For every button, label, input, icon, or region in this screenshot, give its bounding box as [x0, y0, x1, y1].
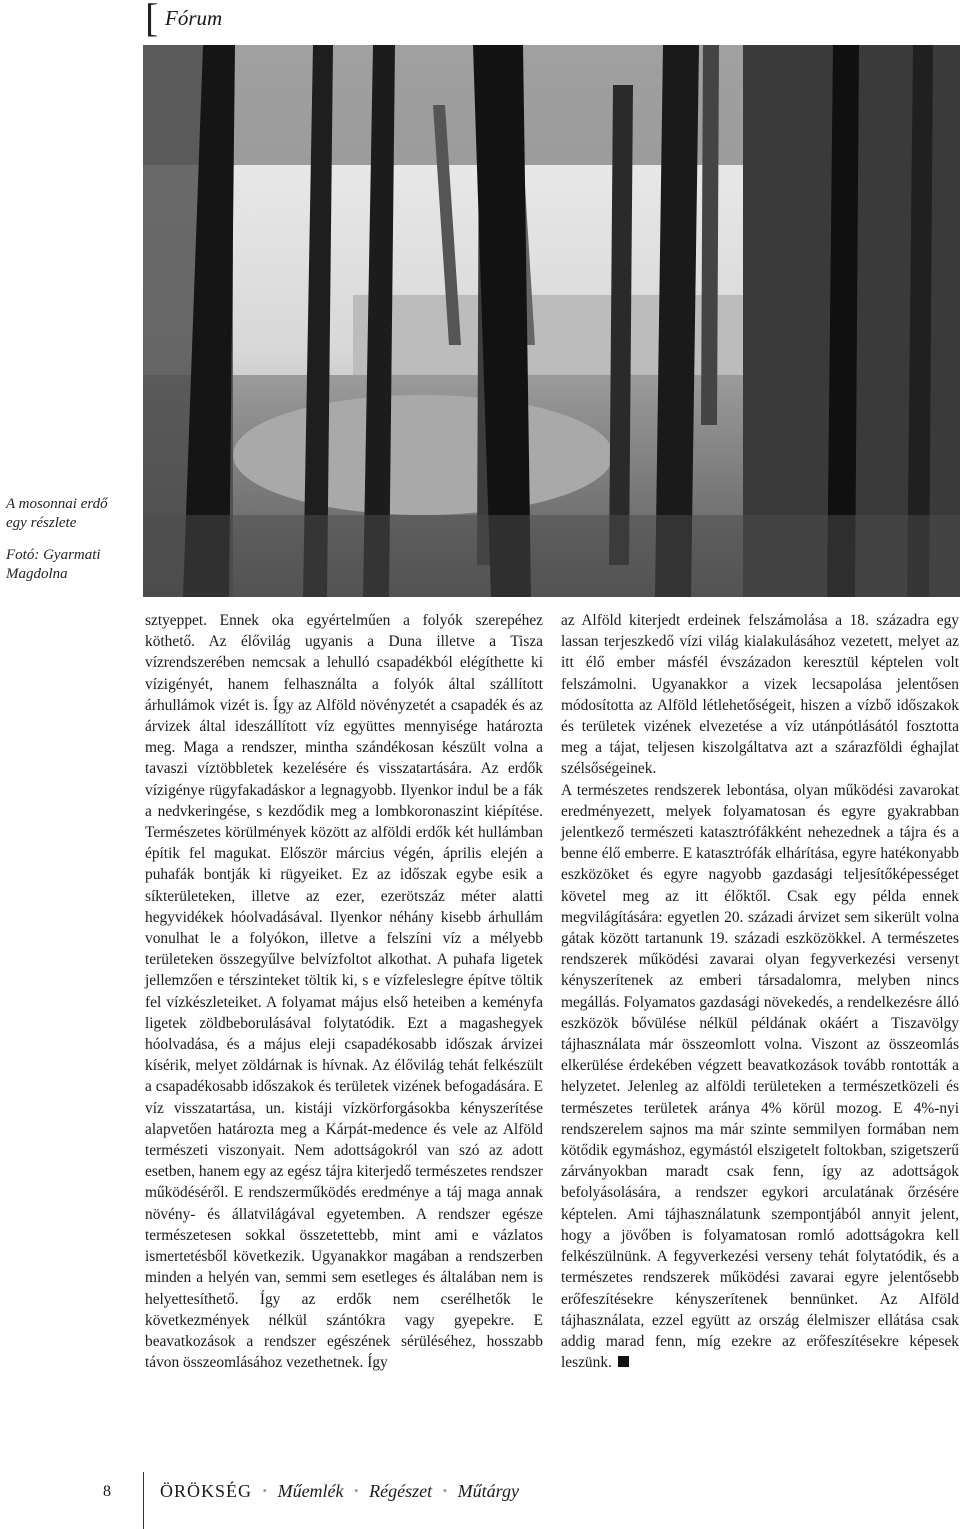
- footer-separator: •: [354, 1483, 359, 1498]
- article-column-left: [145, 610, 543, 1373]
- article-paragraph-final: [561, 780, 959, 1374]
- section-title: Fórum: [165, 6, 223, 30]
- header-bracket: [: [145, 0, 159, 40]
- article-column-right: [561, 610, 959, 1373]
- photo-caption: [6, 495, 116, 597]
- footer-separator: •: [262, 1483, 268, 1498]
- footer-line: [160, 1481, 519, 1502]
- article-paragraph-text: A természetes rendszerek lebontása, olyan működési zavarokat eredményezett, melyek folyamatosan és egyre gyakrabban jelentkező természeti katasztrófákként nehezednek a tájra és a benne élő emberre. E katasztrófák elhárítása, egyre hatékonyabb eszközöket és egyre nagyobb gazdasági teljesítőképességet követel meg az itt élőktől. Csak egy példa ennek megvilágítására: egyetlen 20. századi árvizet sem sikerült volna gátak között tartanunk 19. századi eszközökkel. A természetes rendszerek működési zavarai olyan fegyverkezési versenyt kényszerítenek az emberi társadalomra, melyben nincs megállás. Folyamatos gazdasági növekedés, a rendelkezésre álló eszközök bővülése nélkül példának okáért a Tiszavölgy tájhasználata már összeomlott volna. Viszont az összeomlás elkerülése érdekében végzett beavatkozások tovább rontották a helyzetet. Jelenleg az alföldi területeken a természetközeli és természetes területek aránya 4% körül mozog. E 4%-nyi rendszerelem sajnos ma már szinte semmilyen formában nem kötődik egymáshoz, egymástól elszigetelt foltokban, szigetszerű zárványokban maradt csak fenn, így az adottságok befolyásolására, a rendszer egykori arculatának őrzésére képtelen. Ami tájhasználatunk szempontjából annyit jelent, hogy a jövőben is folyamatosan romló adottságokra kell felkészülnünk. A fegyverkezési verseny tehát folytatódik, és a természetes rendszerek működési zavarai egyre jelentősebb erőfeszítésekre kényszerítenek bennünket. Az Alföld tájhasználata, ezzel együtt az ország élelmiszer ellátása csak addig marad fenn, míg ezekre az erőfeszítésekre képesek leszünk.: [561, 781, 959, 1372]
- footer-section: ÖRÖKSÉG: [160, 1481, 253, 1501]
- footer-rule: [143, 1472, 144, 1529]
- caption-credit: Fotó: Gyarmati Magdolna: [6, 547, 101, 582]
- footer-item-regeszet: Régészet: [369, 1481, 433, 1501]
- forest-photo-drawing: [143, 45, 960, 597]
- footer-item-muemlek: Műemlék: [277, 1481, 344, 1501]
- footer-item-mutargy: Műtárgy: [457, 1481, 519, 1501]
- end-of-article-mark: [618, 1356, 629, 1367]
- footer-separator: •: [442, 1483, 448, 1498]
- caption-description: A mosonnai erdő egy részlete: [6, 496, 108, 531]
- article-paragraph: az Alföld kiterjedt erdeinek felszámolása a 18. századra egy lassan terjeszkedő vízi világ kialakulásához vezetett, melyet az itt élő ember másfél évszázadon keresztül képtelen volt felszámolni. Ugyanakkor a vizek lecsapolása jelentősen módosította az Alföld létlehetőségeit, hiszen a vízbő időszakok és területek vizének elvezetése a víz utánpótlásától fosztotta meg a tájat, teljesen kiszolgáltatva azt a szárazföldi éghajlat szélsőségeinek.: [561, 612, 959, 778]
- page-number: 8: [103, 1483, 111, 1500]
- forest-photo: [143, 45, 960, 597]
- article-paragraph: sztyeppet. Ennek oka egyértelműen a folyók szerepéhez köthető. Az élővilág ugyanis a Duna illetve a Tisza vízrendszerében nemcsak a lehulló csapadékból elégíthette ki vízigényét, hanem felhasználta a folyók által szállított árhullámok vizét is. Így az Alföld növényzetét a csapadék és az árvizek által ideszállított víz együttes mennyisége határozta meg. Maga a rendszer, mintha szándékosan készült volna a tavaszi víztöbbletek kezelésére és visszatartására. Az erdők vízigénye rügyfakadáskor a legnagyobb. Ilyenkor indul be a fák a nedvkeringése, s kezdődik meg a lombkoronaszint kiépítése. Természetes körülmények között az alföldi erdők két hullámban építik fel magukat. Először március végén, április elején a puhafák bontják ki rügyeiket. Ez az időszak egybe esik a síkterületeken, illetve az ezer, ezerötszáz méter alatti hegyvidékek hóolvadásával. Ilyenkor néhány kisebb árhullám vonulhat le a folyókon, illetve a felszíni víz a mélyebb területeken összegyűlve belvízfoltot alkothat. A puhafa ligetek jellemzően e térszinteket töltik ki, s e vízfeleslegre építve töltik fel vízkészleteiket. A folyamat május első heteiben a keményfa ligetek zöldbeborulásával folytatódik. Ezt a magashegyek hóolvadása, és a május eleji csapadékosabb időszak árvizei kísérik, melyet zöldárnak is hívnak. Az élővilág tehát felkészült a csapadékosabb időszakok és területek vizének befogadására. E víz visszatartása, un. kistáji vízkörforgásokba kényszerítése alapvetően határozta meg a Kárpát-medence és vele az Alföld természeti viszonyait. Nem adottságokról van szó az adott esetben, hanem egy az egész tájra kiterjedő természetes rendszer működéséről. E rendszerműködés eredménye a táj maga annak növény- és állatvilágával egyetemben. A rendszer egésze természetesen sokkal összetettebb, mint ami e vázlatos ismertetésből következik. Ugyanakkor magában a rendszerben minden a helyén van, semmi sem esetleges és általában nem is helyettesíthető. Így az erdők nem cserélhetők le következmények nélkül szántókra vagy gyepekre. E beavatkozások a rendszer egészének sérüléséhez, hosszabb távon összeomlásához vezethetnek. Így: [145, 612, 543, 1372]
